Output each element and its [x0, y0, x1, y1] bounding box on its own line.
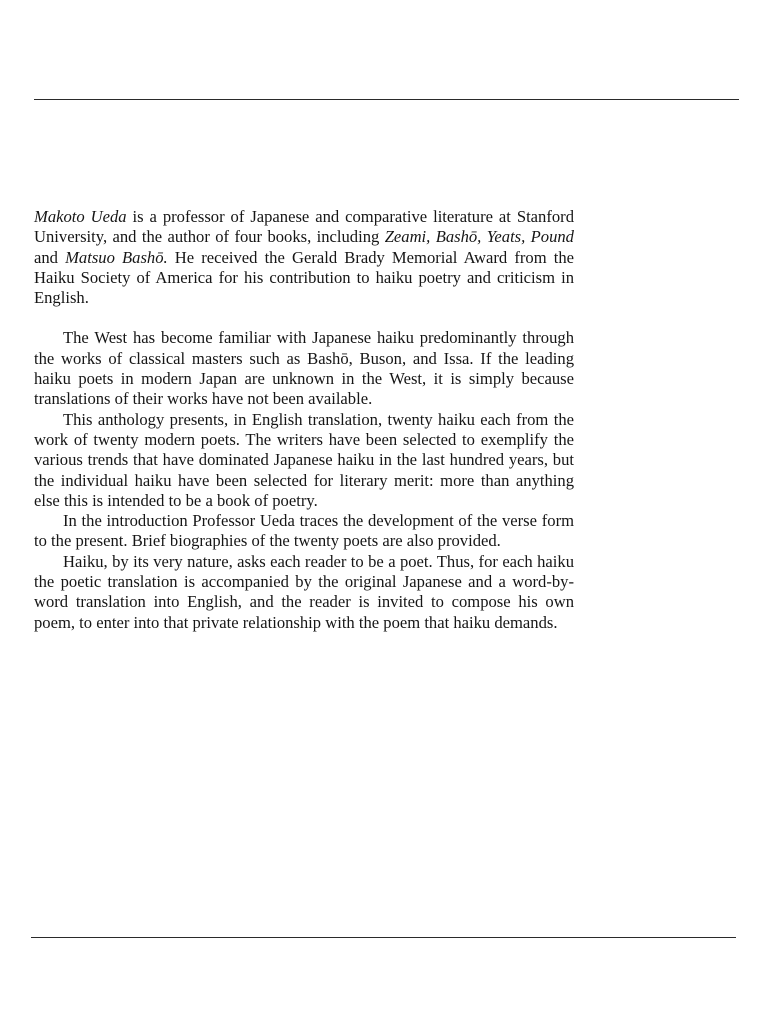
author-name: Makoto Ueda — [34, 207, 127, 226]
jacket-copy — [34, 207, 574, 633]
author-bio-text: is a professor of Japanese and comparative literature at Stanford University, and the author of four books, including — [34, 207, 574, 247]
author-bio-text: He received the Gerald Brady Memorial Award from the Haiku Society of America for his contribution to haiku poetry and criticism in English. — [34, 247, 574, 308]
book-title: Matsuo Bashō. — [65, 247, 168, 267]
description-paragraph: Haiku, by its very nature, asks each reader to be a poet. Thus, for each haiku the poetic translation is accompanied by the original Japanese and a word-by-word translation into English, and the reader is invited to compose his own poem, to enter into that private relationship with the poem that haiku demands. — [34, 551, 574, 632]
top-rule — [34, 99, 739, 100]
description-paragraph: In the introduction Professor Ueda traces the development of the verse form to the present. Brief biographies of the twenty poets are also provided. — [34, 511, 574, 551]
description-paragraph: The West has become familiar with Japanese haiku predominantly through the works of classical masters such as Bashō, Buson, and Issa. If the leading haiku poets in modern Japan are unknown in the West, it is simply because translations of their works have not been available. — [34, 328, 574, 409]
author-bio-text: and — [34, 247, 66, 267]
bottom-rule — [31, 937, 736, 938]
description-paragraph: This anthology presents, in English translation, twenty haiku each from the work of twenty modern poets. The writers have been selected to exemplify the various trends that have dominated Japanese haiku in the last hundred years, but the individual haiku have been selected for literary merit: more than anything else this is intended to be a book of poetry. — [34, 409, 574, 510]
book-title: Zeami, Bashō, Yeats, Pound — [384, 227, 574, 247]
author-bio-paragraph — [34, 207, 574, 308]
